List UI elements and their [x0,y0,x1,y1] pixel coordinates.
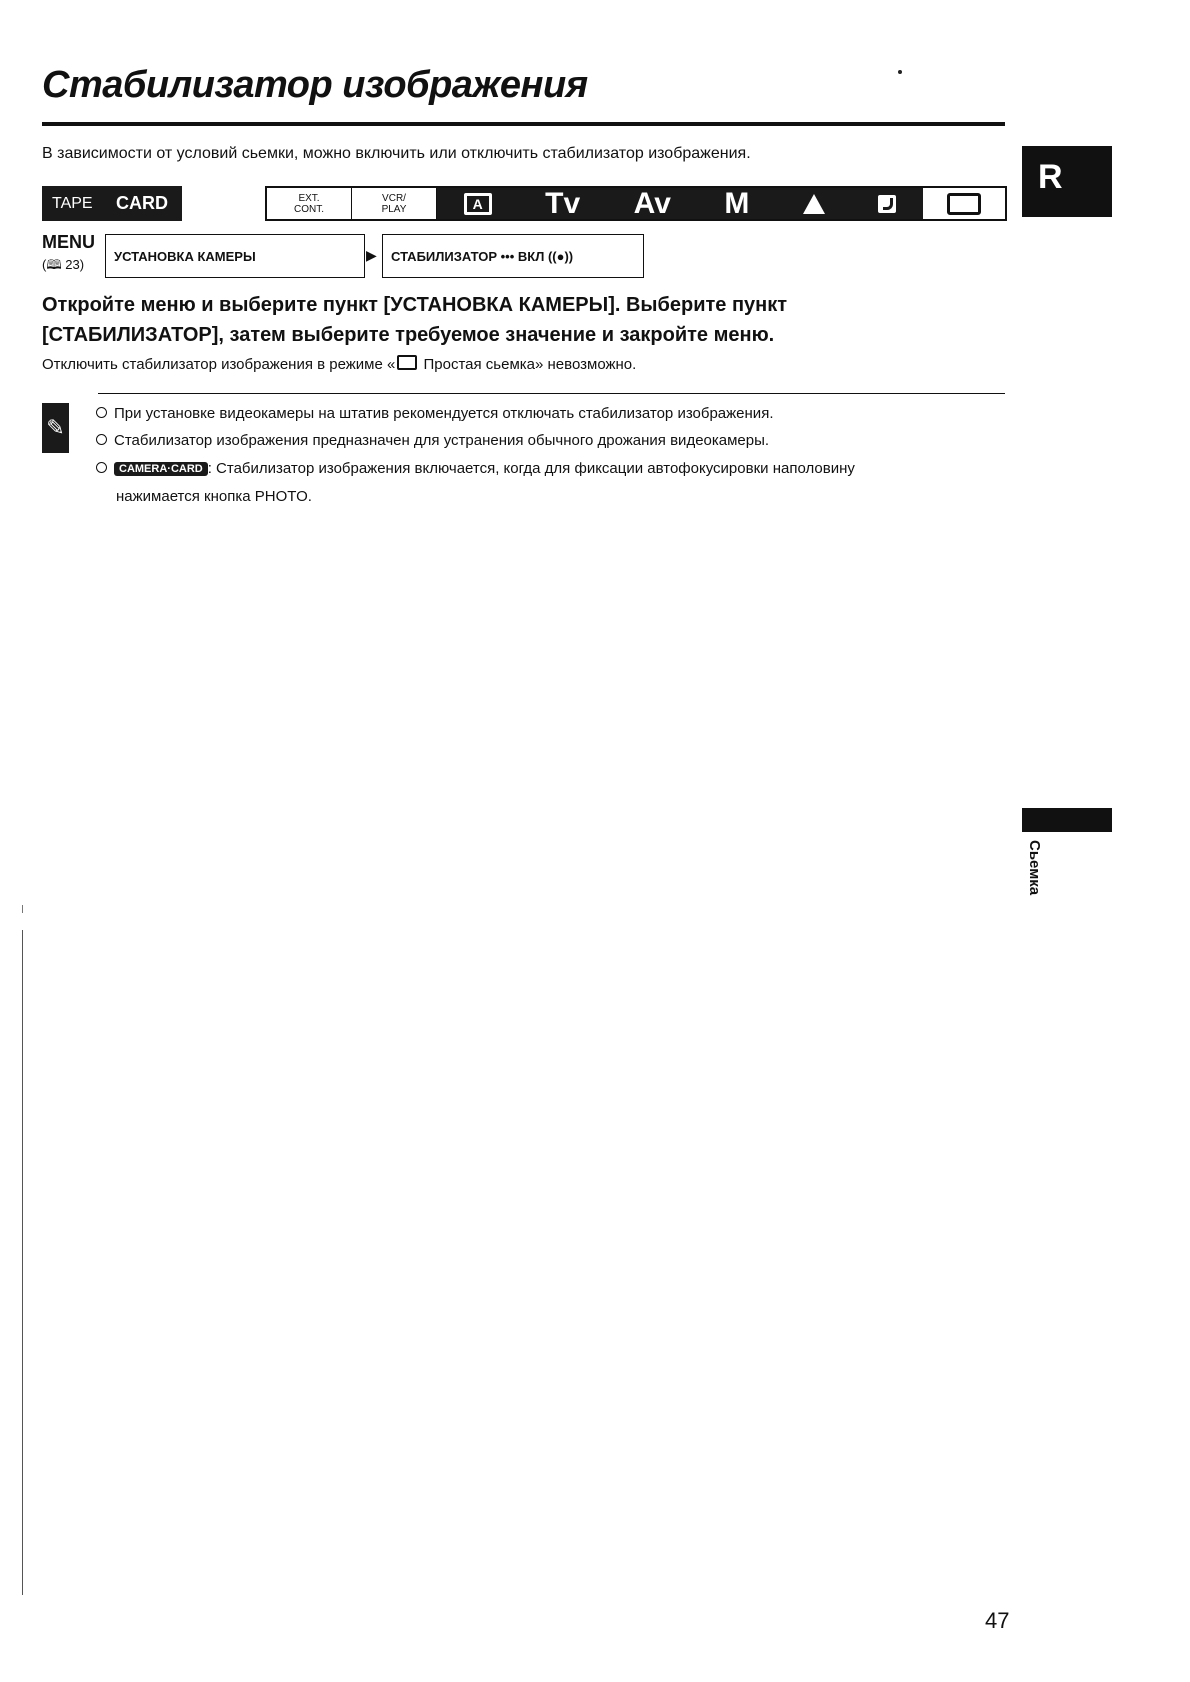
ext-cont-mode [267,188,352,219]
intro-text: В зависимости от условий сьемки, можно включить или отключить стабилизатор изображения. [42,145,751,162]
ext-label: EXT. [298,192,320,204]
av-mode: Av [633,186,671,220]
page-number: 47 [985,1608,1010,1633]
spotlight-mode-icon [803,194,825,214]
tape-label: TAPE [52,194,93,212]
chapter-tab-letter: R [1038,158,1063,196]
vcr-play-mode [352,188,437,219]
night-mode-icon [878,195,896,213]
vcr-label: VCR/ [382,192,406,204]
title-divider [42,122,1005,126]
cont-label: CONT. [294,203,324,215]
bullet-icon [96,407,107,418]
auto-mode-icon: A [464,193,492,215]
section-divider [98,393,1005,394]
tv-mode: Tv [545,186,581,220]
bullet-icon [96,434,107,445]
menu-label: MENU [42,232,95,252]
easy-recording-mode [923,188,1005,219]
side-tab-label: Сьемка [1026,840,1043,896]
pencil-note-icon: ✎ [42,403,69,453]
menu-path-step-1: УСТАНОВКА КАМЕРЫ [105,234,365,278]
stray-dot [898,70,902,74]
menu-page-ref: (🕮 23) [42,257,85,272]
easy-recording-icon [397,355,417,370]
media-badge [42,186,182,221]
menu-arrow-icon: ▶ [366,247,377,263]
manual-mode: M [724,186,750,220]
chapter-tab [1022,146,1112,217]
note-after: Простая сьемка» невозможно. [419,356,637,373]
tip-item: При установке видеокамеры на штатив рекомендуется отключать стабилизатор изображения. [96,405,773,422]
shooting-modes [437,188,923,219]
menu-path-step-2: СТАБИЛИЗАТОР ••• ВКЛ ((●)) [382,234,644,278]
note-text [42,355,636,373]
play-label: PLAY [381,203,407,215]
tip-item: CAMERA·CARD : Стабилизатор изображения включается, когда для фиксации автофокусировки наполовину [96,460,855,477]
instruction-text: Откройте меню и выберите пункт [УСТАНОВКА КАМЕРЫ]. Выберите пункт [СТАБИЛИЗАТОР], затем выберите требуемое значение и закройте меню. [42,294,788,346]
book-icon: 🕮 [46,257,62,272]
camera-card-badge: CAMERA·CARD [114,462,208,476]
card-label: CARD [116,193,168,213]
tip-item: Стабилизатор изображения предназначен для устранения обычного дрожания видеокамеры. [96,432,769,449]
side-tab-bar [1022,808,1112,832]
tip-item-continued: нажимается кнопка PHOTO. [116,488,312,505]
scan-mark [22,905,23,913]
scan-edge-line [22,930,23,1595]
page-title: Стабилизатор изображения [42,64,588,106]
note-before: Отключить стабилизатор изображения в режиме « [42,356,396,373]
bullet-icon [96,462,107,473]
easy-recording-icon [947,193,981,215]
mode-bar [265,186,1007,221]
